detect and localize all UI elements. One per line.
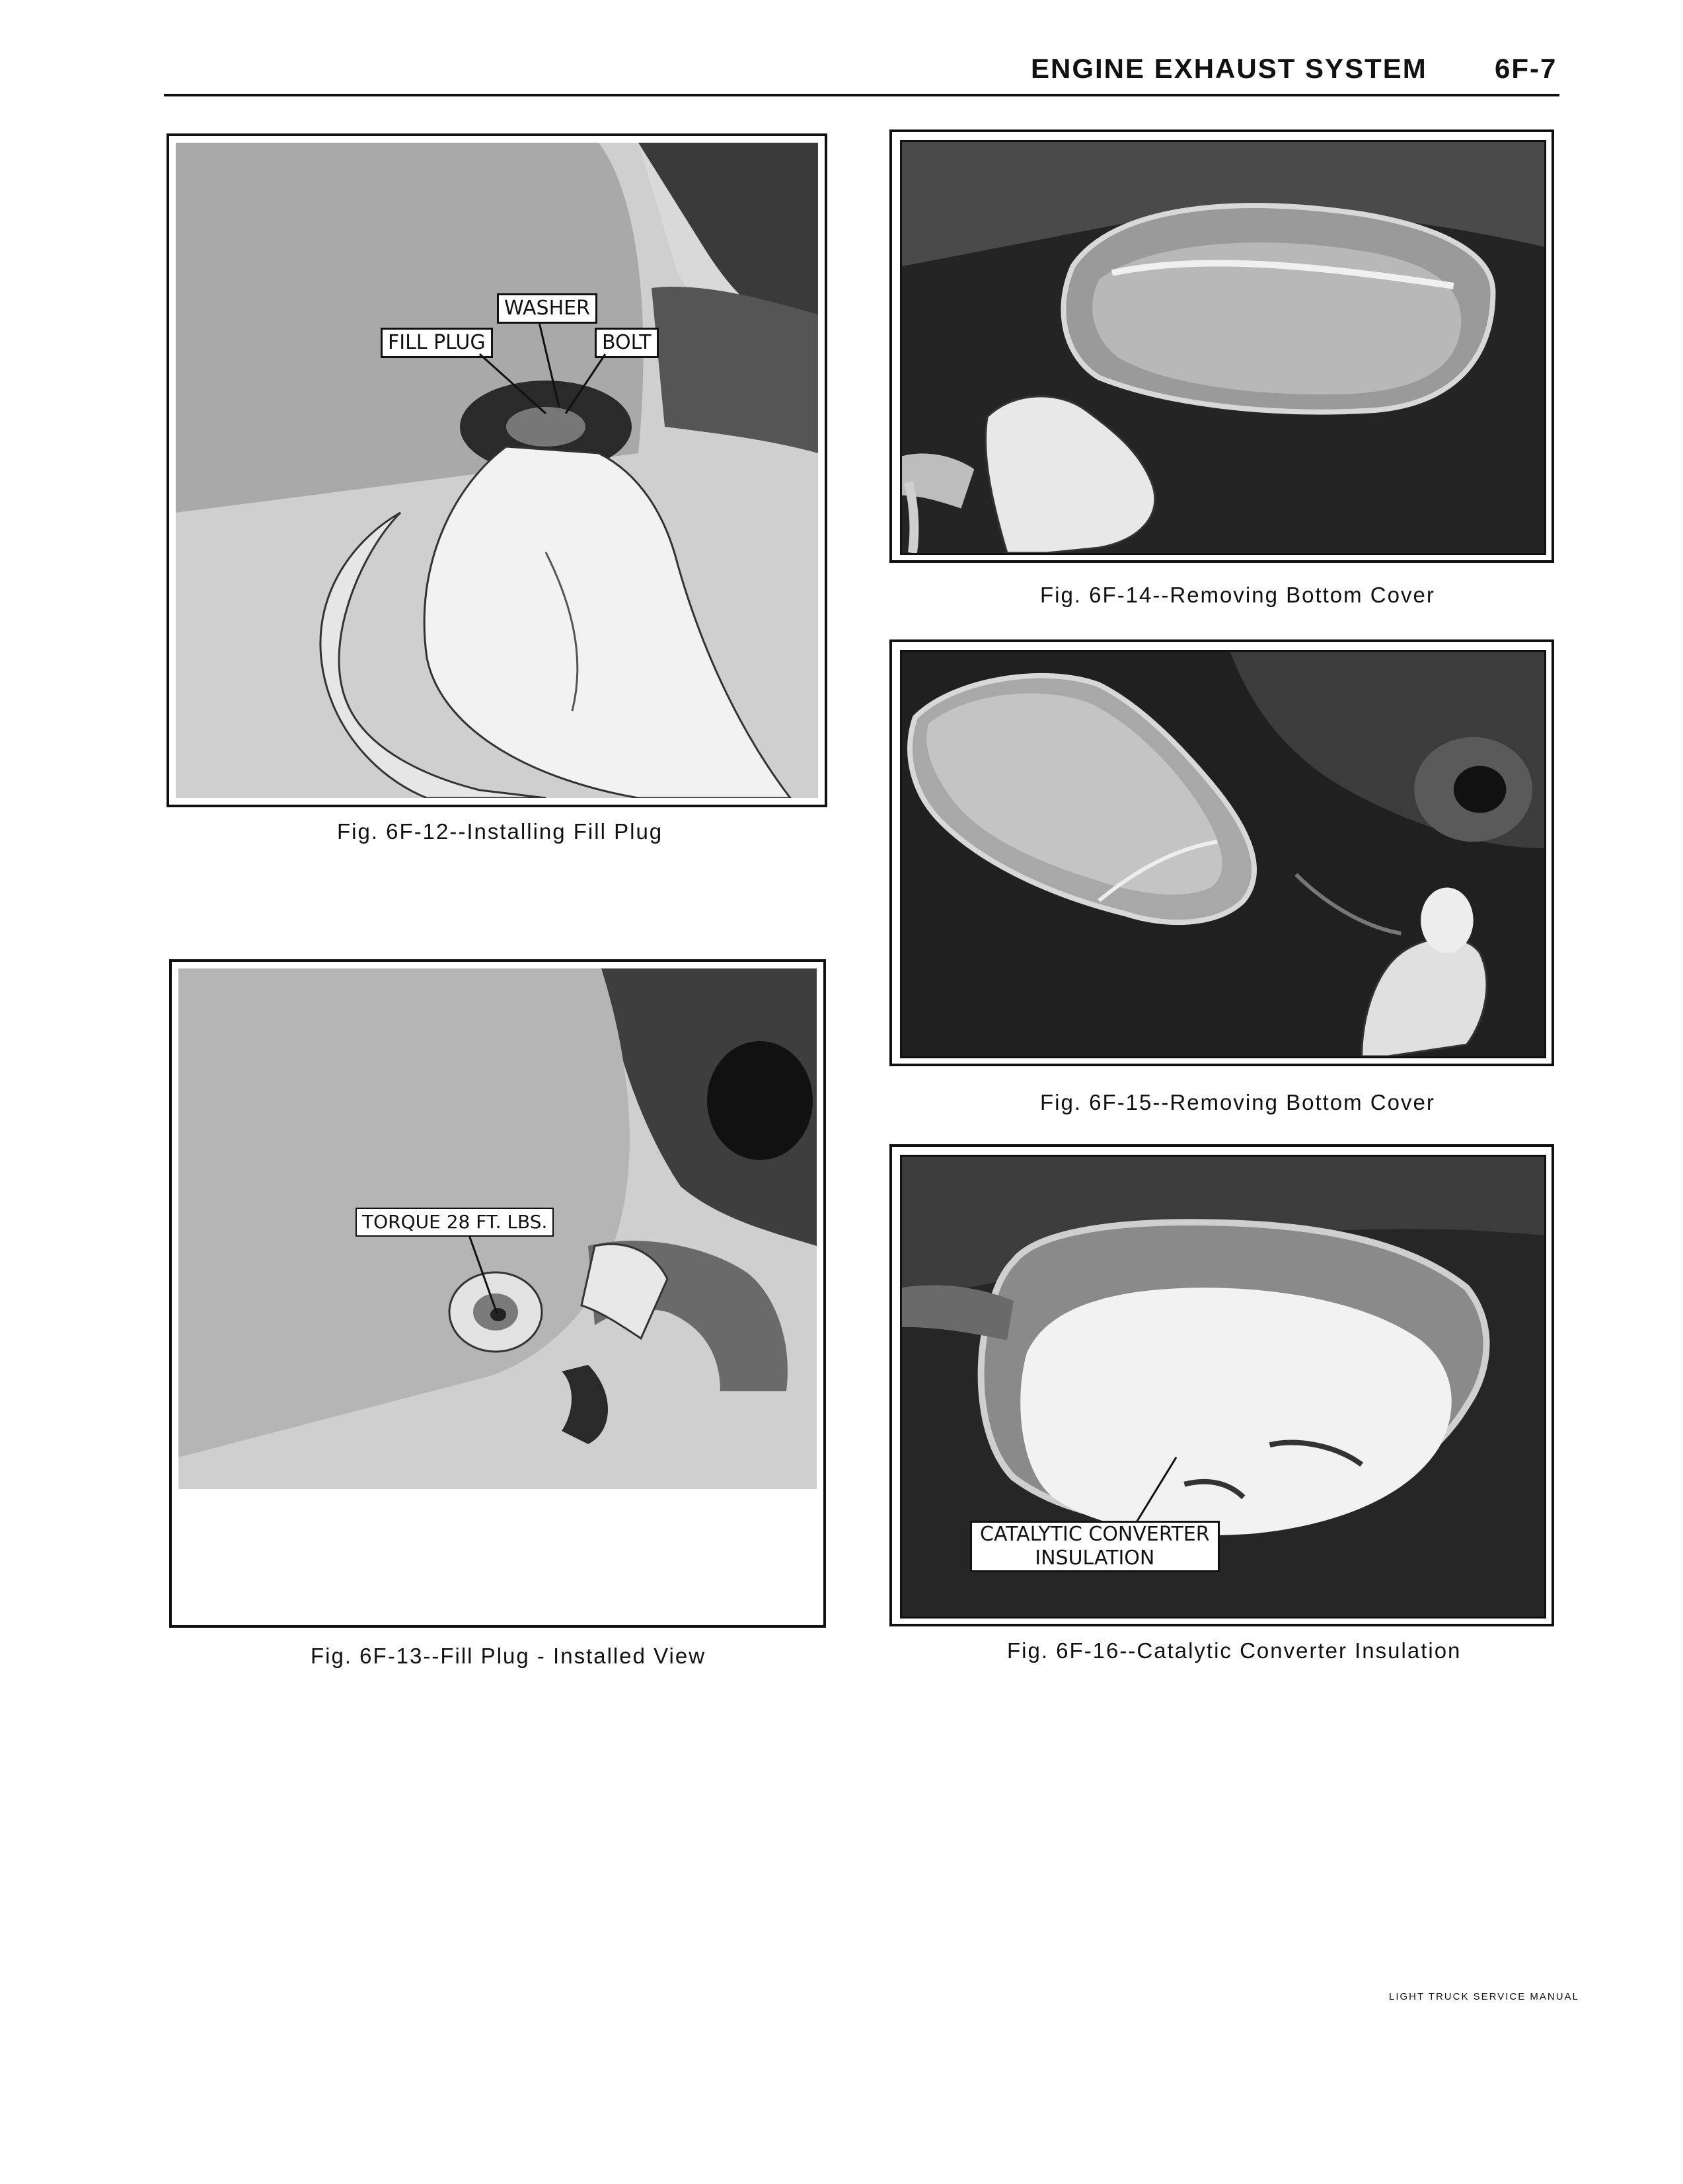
figure-6f-14-photo	[900, 140, 1546, 555]
figure-6f-15-caption: Fig. 6F-15--Removing Bottom Cover	[1040, 1090, 1435, 1114]
callout-line-2: INSULATION	[1035, 1547, 1155, 1570]
figure-6f-15-photo	[900, 650, 1546, 1058]
page-section-title: ENGINE EXHAUST SYSTEM	[1031, 53, 1427, 84]
callout-line-1: CATALYTIC CONVERTER	[980, 1523, 1210, 1546]
figure-6f-16-frame	[889, 1144, 1554, 1626]
figure-6f-16-leader-line	[892, 1147, 1557, 1629]
figure-6f-13-leader-line	[172, 962, 829, 1630]
callout-torque: TORQUE 28 FT. LBS.	[355, 1208, 554, 1237]
header-divider	[164, 94, 1559, 96]
figure-6f-13-caption: Fig. 6F-13--Fill Plug - Installed View	[311, 1644, 706, 1668]
figure-6f-15-image	[902, 652, 1544, 1056]
figure-6f-15-frame	[889, 639, 1554, 1066]
callout-bolt: BOLT	[595, 328, 659, 358]
figure-6f-12-caption: Fig. 6F-12--Installing Fill Plug	[337, 819, 663, 844]
figure-6f-14-image	[902, 142, 1544, 553]
figure-6f-13-frame	[169, 959, 826, 1628]
figure-6f-14-caption: Fig. 6F-14--Removing Bottom Cover	[1040, 583, 1435, 607]
callout-washer: WASHER	[497, 293, 597, 324]
figure-6f-16-caption: Fig. 6F-16--Catalytic Converter Insulation	[1007, 1638, 1462, 1663]
manual-footer: LIGHT TRUCK SERVICE MANUAL	[1389, 1991, 1579, 2002]
callout-fill-plug: FILL PLUG	[381, 328, 493, 358]
figure-6f-12-frame	[167, 133, 827, 807]
figure-6f-12-leader-lines	[169, 136, 830, 810]
figure-6f-14-frame	[889, 129, 1554, 563]
page-number: 6F-7	[1495, 53, 1557, 84]
